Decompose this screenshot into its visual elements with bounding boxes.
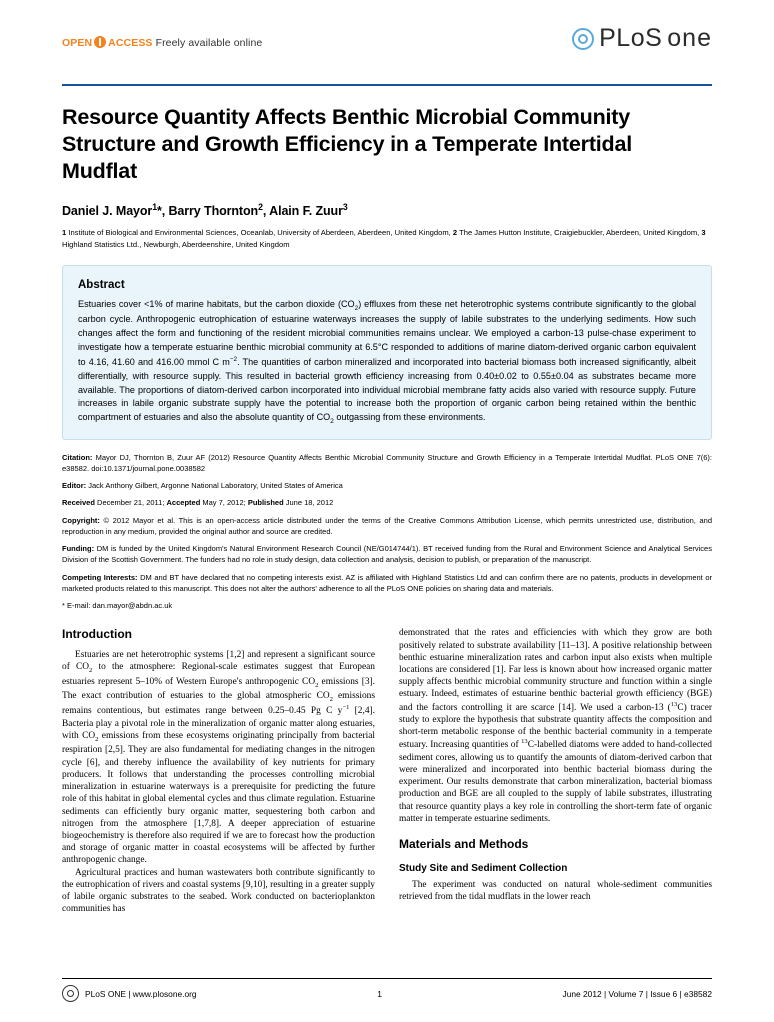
page-title: Resource Quantity Affects Benthic Microbial Community Structure and Growth Efficiency in a Temperate Intertidal Mudflat xyxy=(62,105,633,184)
plos-one-wordmark: one xyxy=(667,24,712,52)
editor-line xyxy=(62,480,712,491)
received-label: Received xyxy=(62,498,95,508)
access-label: ACCESS xyxy=(108,37,153,49)
abstract-box xyxy=(62,265,712,440)
editor-label: Editor: xyxy=(62,481,87,491)
paragraph: Estuaries are net heterotrophic systems [1,2] and represent a significant source of $CO_2$ to the atmosphere: Regional-scale estimates suggest that European estuaries represent 5–10% of Western Europe's anthropogenic $CO_2$ emissions [3]. The exact contribution of estuaries to the global atmospheric $CO_2$ emissions remains contentious, but estimates range between 0.25–0.45 Pg C $y^{-1}$ [2,4]. Bacteria play a pivotal role in the mineralization of organic matter along estuaries, with $CO_2$ emissions from these ecosystems originating principally from bacterial respiration [2,5]. They are also fundamental for mediating changes in the nitrogen cycle [6], and thereby influence the availability of key nutrients for primary producers. It follows that understanding the processes controlling microbial mineralization in estuarine waterways is a prerequisite for predicting the future role of this habitat in global elemental cycles and thus climate regulation. Estuarine sediments can efficiently bury organic matter, sequestering both carbon and nitrogen from the atmosphere [1,7,8]. A deeper appreciation of estuarine biogeochemistry is therefore also required if we are to forecast how the production and storage of organic matter in coastal ecosystems will be affected by further anthropogenic change. xyxy=(62,649,375,866)
article-metadata xyxy=(62,452,712,612)
plos-footer-logo-icon xyxy=(62,985,79,1002)
plos-wordmark: PLoS xyxy=(599,24,663,52)
body-columns xyxy=(62,627,712,915)
author-list: Daniel J. Mayor$^1$*, Barry Thornton$^2$, Alain F. Zuur$^3$ xyxy=(62,202,348,219)
open-access-banner xyxy=(62,36,262,49)
lock-icon xyxy=(94,36,106,48)
footer-page-number: 1 xyxy=(377,988,382,999)
affiliation-list: 1 Institute of Biological and Environmental Sciences, Oceanlab, University of Aberdeen, Aberdeen, United Kingdom, 2 The James Hutton Institute, Craigiebuckler, Aberdeen, United Kingdom, 3 Highland Statistics Ltd., Newburgh, Aberdeenshire, United Kingdom xyxy=(62,228,706,250)
citation-label: Citation: xyxy=(62,452,93,462)
section-heading-materials-and-methods: Materials and Methods xyxy=(399,837,529,852)
subsection-heading-study-site: Study Site and Sediment Collection xyxy=(399,862,568,874)
funding-label: Funding: xyxy=(62,544,95,554)
page-header xyxy=(62,22,712,86)
copyright-label: Copyright: xyxy=(62,515,100,525)
column-left xyxy=(62,627,375,915)
footer-issue-info: June 2012 | Volume 7 | Issue 6 | e38582 xyxy=(562,988,712,999)
column-right xyxy=(399,627,712,915)
abstract-heading: Abstract xyxy=(78,278,125,291)
plos-one-logo xyxy=(572,24,712,53)
copyright-text: © 2012 Mayor et al. This is an open-access article distributed under the terms of the Creative Commons Attribution License, which permits unrestricted use, distribution, and reproduction in any medium, provided the original author and source are credited. xyxy=(62,515,712,536)
corresponding-email[interactable]: * E-mail: dan.mayor@abdn.ac.uk xyxy=(62,601,173,611)
paragraph: demonstrated that the rates and efficiencies with which they grow are both positively related to substrate availability [11–13]. A positive relationship between benthic estuarine mineralization rates and carbon input also exists when multiple locations are considered [1]. Far less is known about how increased organic matter supply affects benthic microbial community structure and function within a single estuary. Indeed, estimates of estuarine benthic bacterial growth efficiency (BGE) and the factors controlling it are scarce [14]. We used a carbon-13 ($^{13}$C) tracer study to explore the hypothesis that substrate quantity affects the composition and short-term metabolic response of the benthic bacterial community in a temperate estuary. Increasing quantities of $^{13}$C-labelled diatoms were added to hand-collected sediment cores, allowing us to quantify the amounts of diatom-derived carbon that were mineralized and incorporated into benthic bacterial biomass during the experiment. Our results demonstrate that carbon mineralization, bacterial biomass production and BGE are all coupled to the supply of labile substrates, illustrating that resource quantity plays a key role in controlling the short-term fate of organic matter in temperate estuarine sediments. xyxy=(399,628,712,824)
funding-text: DM is funded by the United Kingdom's Natural Environment Research Council (NE/G014744/1). BT received funding from the Rural and Environment Science and Analytical Services Division of the Scottish Government. The funders had no role in study design, data collection and analysis, decision to publish, or preparation of the manuscript. xyxy=(62,544,712,565)
paragraph: Agricultural practices and human wastewaters both contribute significantly to the eutrophication of rivers and coastal systems [9,10], resulting in a greater supply of labile organic substrates to the seabed. Work conducted on bacterioplankton communities has xyxy=(62,867,375,915)
footer-journal-url[interactable]: PLoS ONE | www.plosone.org xyxy=(85,988,197,999)
copyright-line xyxy=(62,515,712,538)
paragraph: The experiment was conducted on natural whole-sediment communities retrieved from the tidal mudflats in the lower reach xyxy=(399,879,712,902)
competing-label: Competing Interests: xyxy=(62,572,138,582)
page-footer xyxy=(62,978,712,1002)
competing-text: DM and BT have declared that no competing interests exist. AZ is affiliated with Highland Statistics Ltd and can confirm there are no patents, products in development or marketed products related to this manuscript. This does not alter the authors' adherence to all the PLoS ONE policies on sharing data and materials. xyxy=(62,572,712,593)
open-access-label: OPEN xyxy=(62,37,93,49)
dates-line: Received December 21, 2011; Accepted May 7, 2012; Published June 18, 2012 xyxy=(62,498,334,508)
section-heading-introduction: Introduction xyxy=(62,627,132,642)
article-page xyxy=(0,22,774,1022)
competing-interests-line xyxy=(62,572,712,595)
freely-available-label: Freely available online xyxy=(155,37,263,49)
plos-circle-icon xyxy=(572,28,594,50)
funding-line xyxy=(62,543,712,566)
abstract-text: Estuaries cover <1% of marine habitats, but the carbon dioxide $(CO_2)$ effluxes from these net heterotrophic systems contribute significantly to the global carbon cycle. Anthropogenic eutrophication of estuarine waterways increases the supply of labile substrates to the underlying sediments. How such changes affect the form and functioning of the resident microbial communities remains unclear. We employed a carbon-13 pulse-chase experiment to investigate how a temperate estuarine benthic microbial community at 6.5°C responded to additions of marine diatom-derived organic carbon equivalent to 4.16, 41.60 and 416.00 mmol C $m^{-2}$. The quantities of carbon mineralized and incorporated into bacterial biomass both increased significantly, albeit differentially, with resource supply. This resulted in bacterial growth efficiency increasing from 0.40±0.02 to 0.55±0.04 as substrates became more available. The proportions of diatom-derived carbon incorporated into individual microbial membrane fatty acids also varied with resource supply. Future increases in labile organic substrate supply have the potential to increase both the proportion of organic carbon being retained within the benthic compartment of estuaries and also the absolute quantity of $CO_2$ outgassing from these environments. xyxy=(78,298,696,425)
citation-line xyxy=(62,452,712,475)
citation-text: Mayor DJ, Thornton B, Zuur AF (2012) Resource Quantity Affects Benthic Microbial Community Structure and Growth Efficiency in a Temperate Intertidal Mudflat. PLoS ONE 7(6): e38582. doi:10.1371/journal.pone.0038582 xyxy=(62,452,712,473)
editor-text: Jack Anthony Gilbert, Argonne National Laboratory, United States of America xyxy=(88,481,343,491)
